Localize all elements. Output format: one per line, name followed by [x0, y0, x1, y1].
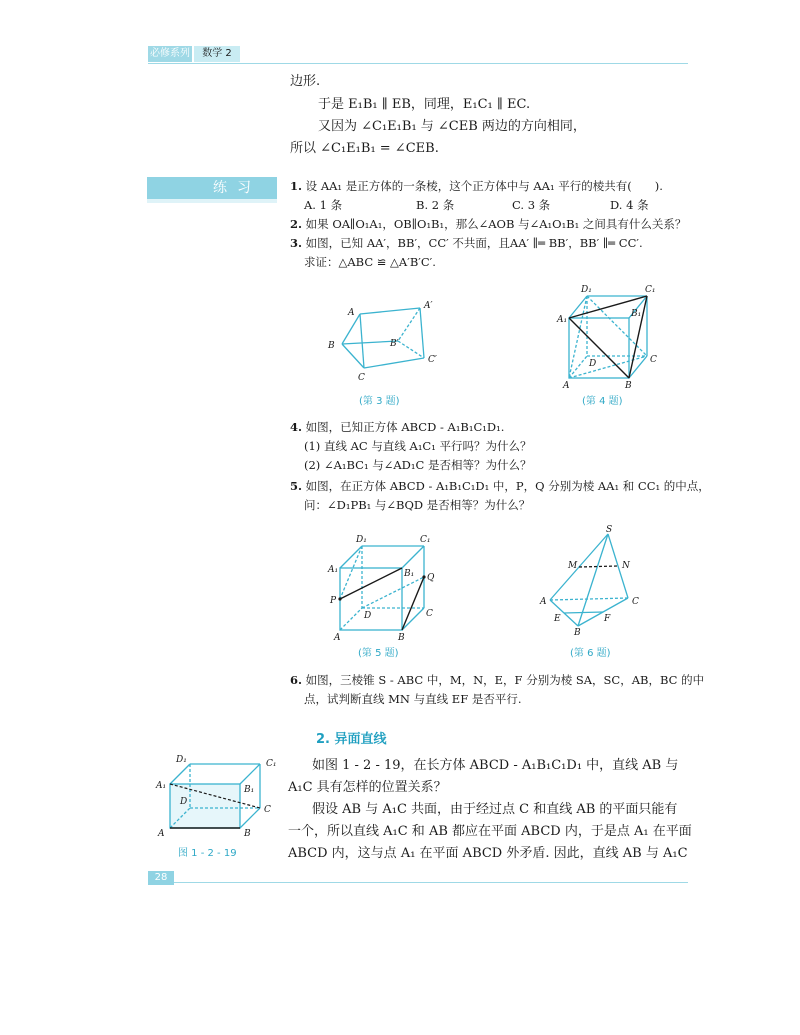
fig3-caption: (第 3 题) [359, 396, 400, 407]
fig6-label-e: E [554, 614, 561, 624]
figure-1-2-19-cuboid [152, 752, 284, 838]
fig5-label-d1: D₁ [356, 535, 367, 545]
q3-text-2: 求证：△ABC ≌ △A′B′C′. [304, 255, 436, 269]
q1-option-b: B. 2 条 [416, 198, 455, 212]
q1-option-d: D. 4 条 [610, 198, 649, 212]
body-p2-line-3: ABCD 内，这与点 A₁ 在平面 ABCD 外矛盾. 因此，直线 AB 与 A₁C [288, 846, 688, 861]
fig6-label-n: N [622, 561, 630, 571]
fig5-label-c1: C₁ [420, 535, 431, 545]
fig5-caption: (第 5 题) [358, 648, 399, 659]
q1-text: 设 AA₁ 是正方体的一条棱，这个正方体中与 AA₁ 平行的棱共有( ). [305, 179, 663, 193]
body-p2-line-2: 一个，所以直线 A₁C 和 AB 都应在平面 ABCD 内，于是点 A₁ 在平面 [288, 824, 692, 839]
q5-text-2: 问：∠D₁PB₁ 与∠BQD 是否相等？为什么？ [304, 498, 531, 512]
body-p2-line-1: 假设 AB 与 A₁C 共面，由于经过点 C 和直线 AB 的平面只能有 [312, 802, 678, 817]
q2-number: 2. [290, 217, 303, 231]
fig5-label-a: A [334, 633, 341, 642]
fig6-label-b: B [574, 628, 581, 636]
q6-number: 6. [290, 673, 303, 687]
fig5-label-b: B [398, 633, 405, 642]
fig5-label-q: Q [427, 573, 435, 583]
figure-4-cube [555, 282, 665, 392]
q6 [290, 671, 704, 690]
fig19-label-a: A [158, 829, 165, 838]
exercise-label-bar [147, 199, 277, 203]
book-tag: 数学 2 [194, 46, 240, 62]
fig5-label-p: P [330, 596, 337, 606]
fig6-label-a: A [540, 597, 547, 607]
q5-number: 5. [290, 479, 303, 493]
fig4-label-d: D [589, 359, 597, 369]
proof-line-2: 于是 E₁B₁ ∥ EB，同理，E₁C₁ ∥ EC. [318, 97, 531, 112]
body-p1-line-1: 如图 1 - 2 - 19，在长方体 ABCD - A₁B₁C₁D₁ 中，直线 AB 与 [312, 758, 679, 773]
proof-line-1: 边形. [290, 74, 321, 89]
header-divider [148, 63, 688, 64]
q3-text: 如图，已知 AA′，BB′，CC′ 不共面，且AA′ ∥═ BB′，BB′ ∥═ CC′. [305, 236, 643, 250]
q4-sub-2: (2) ∠A₁BC₁ 与∠AD₁C 是否相等？为什么？ [304, 458, 532, 472]
q3-number: 3. [290, 236, 303, 250]
q2 [290, 215, 686, 234]
fig3-label-c: C [358, 373, 365, 383]
figure-5-cube [322, 530, 442, 642]
q4 [290, 418, 504, 437]
fig3-label-a: A [348, 308, 355, 318]
q4-sub-1: (1) 直线 AC 与直线 A₁C₁ 平行吗？为什么？ [304, 439, 532, 453]
q1-option-c: C. 3 条 [512, 198, 551, 212]
footer-divider [148, 882, 688, 883]
figure-6-tetrahedron [536, 524, 646, 636]
q4-text: 如图，已知正方体 ABCD - A₁B₁C₁D₁. [305, 420, 505, 434]
q4-number: 4. [290, 420, 303, 434]
fig19-label-a1: A₁ [156, 781, 167, 791]
fig19-label-c1: C₁ [266, 759, 277, 769]
q6-text-2: 点，试判断直线 MN 与直线 EF 是否平行. [304, 692, 522, 706]
fig4-label-a: A [563, 381, 570, 391]
fig19-caption: 图 1 - 2 - 19 [178, 848, 237, 859]
fig4-label-c1: C₁ [645, 285, 656, 295]
fig4-label-a1: A₁ [557, 315, 568, 325]
fig4-label-b: B [625, 381, 632, 391]
fig3-label-b-prime: B′ [390, 339, 399, 349]
fig6-label-m: M [568, 561, 578, 571]
body-p1-line-2: A₁C 具有怎样的位置关系？ [288, 780, 447, 795]
fig19-label-c: C [264, 805, 271, 815]
fig6-label-c: C [632, 597, 639, 607]
fig19-label-b1: B₁ [244, 785, 255, 795]
series-tag: 必修系列 [148, 46, 192, 62]
fig3-label-b: B [328, 341, 335, 351]
q1 [290, 177, 663, 196]
fig19-label-d1: D₁ [176, 755, 187, 765]
fig5-label-c: C [426, 609, 433, 619]
fig6-label-f: F [604, 614, 611, 624]
proof-line-4: 所以 ∠C₁E₁B₁ = ∠CEB. [290, 141, 439, 156]
fig4-label-b1: B₁ [631, 309, 642, 319]
fig19-label-d: D [180, 797, 188, 807]
fig4-label-c: C [650, 355, 657, 365]
fig4-caption: (第 4 题) [582, 396, 623, 407]
fig3-label-c-prime: C′ [428, 355, 437, 365]
q1-option-a: A. 1 条 [304, 198, 343, 212]
fig19-label-b: B [244, 829, 251, 838]
fig4-label-d1: D₁ [581, 285, 592, 295]
section-title: 2. 异面直线 [316, 732, 387, 747]
q3 [290, 234, 643, 253]
fig5-label-d: D [364, 611, 372, 621]
fig6-caption: (第 6 题) [570, 648, 611, 659]
q6-text: 如图，三棱锥 S - ABC 中，M，N，E，F 分别为棱 SA，SC，AB，BC 的中 [305, 673, 705, 687]
proof-line-3: 又因为 ∠C₁E₁B₁ 与 ∠CEB 两边的方向相同， [318, 119, 586, 134]
fig6-label-s: S [606, 525, 613, 535]
page-number: 28 [148, 871, 174, 885]
exercise-label: 练习 [147, 177, 277, 199]
q1-number: 1. [290, 179, 303, 193]
fig5-label-a1: A₁ [328, 565, 339, 575]
fig3-label-a-prime: A′ [424, 301, 433, 311]
q2-text: 如果 OA∥O₁A₁，OB∥O₁B₁，那么∠AOB 与∠A₁O₁B₁ 之间具有什么关系？ [305, 217, 687, 231]
figure-3-prism [320, 296, 460, 388]
q5-text: 如图，在正方体 ABCD - A₁B₁C₁D₁ 中，P，Q 分别为棱 AA₁ 和 CC₁ 的中点， [305, 479, 710, 493]
fig5-label-b1: B₁ [404, 569, 415, 579]
q5 [290, 477, 710, 496]
